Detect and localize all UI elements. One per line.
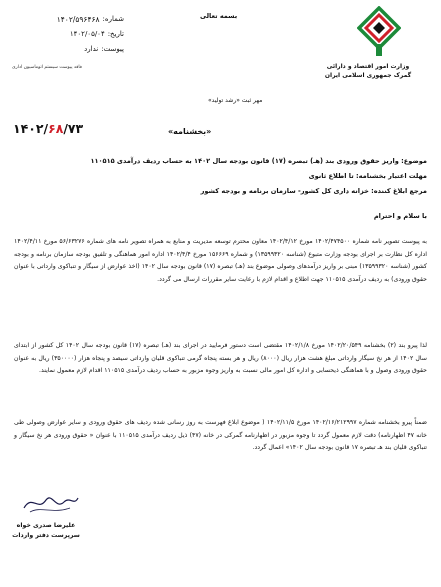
bismillah-heading: بسمه تعالی	[200, 12, 238, 20]
paragraph-3: ضمناً پیرو بخشنامه شماره ۱۴۰۲/۱۶/۲۱۲۹۹۷ مورخ ۱۴۰۲/۱۱/۵ ( موضوع ابلاغ فهرست به روز رسانی شده ردیف های حقوق ورودی و سایر عوارض وصولی طی خانه ۴۷ اظهارنامه) دقت لازم معمول گردد تا وجوه مزبور در اظهارنامه گمرکی در خانه (۴۷) ذیل ردیف درآمدی ۱۱۰۵۱۵ با عنوان « حقوق ورودی هر نخ سیگار و تنباکوی قلیان بند هـ تبصره ۱۷ قانون بودجه سال ۱۴۰۲» اعمال گردد.	[14, 419, 428, 452]
circular-code	[13, 121, 83, 136]
code-prefix: ۱۴۰۲/	[13, 121, 49, 136]
org-customs: گمرک جمهوری اسلامی ایران	[324, 72, 412, 79]
letter-number-label: شماره:	[102, 15, 124, 23]
issuer-line: مرجع ابلاغ کننده: خزانه داری کل کشور- سازمان برنامه و بودجه کشور	[200, 187, 427, 195]
code-suffix: /۷۳	[63, 121, 84, 136]
signature-scribble	[20, 490, 80, 516]
code-red-part: ۶۸	[48, 121, 64, 136]
letter-number-value: ۱۴۰۲/۵۹۶۴۶۸	[56, 15, 100, 24]
validity-line: مهلت اعتبار بخشنامه: تا اطلاع ثانوی	[308, 172, 427, 180]
letter-attachment-row	[12, 42, 124, 57]
letter-number-row	[12, 12, 124, 27]
letter-date-row	[12, 27, 124, 42]
signatory	[6, 521, 86, 541]
paragraph-2: لذا پیرو بند (۲) بخشنامه ۱۴۰۲/۲۰/۵۴۹ مورخ ۱۴۰۲/۱/۸ مقتضی است دستور فرمایید در اجرای بند (هـ) تبصره (۱۷) قانون بودجه سال ۱۴۰۲ کل کشور از ابتدای سال ۱۴۰۲ از هر نخ سیگار وارداتی مبلغ هشت هزار ریال (۸۰۰۰) ریال و هر بسته پنجاه گرمی تنباکوی قلیان وارداتی سیصد و پنجاه هزار (۳۵۰۰۰۰) ریال به عنوان حقوق ورودی وصول و با هماهنگی ذیحسابی و اداره کل امور مالی نسبت به واریز وجوه مزبور به حساب ردیف درآمدی ۱۱۰۵۱۵ اقدام لازم معمول نمایند.	[14, 342, 427, 375]
salutation: با سلام و احترام	[373, 212, 427, 220]
document-title: «بخشنامه»	[168, 127, 212, 136]
paragraph-1: به پیوست تصویر نامه شماره ۱۴۰۲/۴۷۴۵۰۰ مورخ ۱۴۰۲/۴/۱۲ معاون محترم توسعه مدیریت و منابع به همراه تصویر نامه های شماره ۵۶/۶۳۲۷۶ مورخ ۱۴۰۲/۴/۱۱ اداره کل نظارت بر اجرای بودجه وزارت متبوع (شناسه ۱۳۵۹۹۳۲۰) و شماره ۱۵۶۶۶۹ مورخ ۱۴۰۲/۴/۴ اداره امور هماهنگی و تلفیق بودجه سازمان برنامه و بودجه کشور (شناسه ۱۳۵۹۹۳۲۰) مبنی بر واریز درآمدهای وصولی موضوع بند (هـ) تبصره (۱۷) قانون بودجه سال ۱۴۰۲ (اخذ عوارض از سیگار و تنباکوی وارداتی با عنوان حقوق ورودی) به ردیف درآمدی ۱۱۰۵۱۵ جهت اطلاع و اقدام لازم با رعایت سایر مقررات ارسال می گردد.	[14, 238, 428, 283]
letter-meta	[12, 12, 124, 70]
letter-attachment-label: پیوست:	[101, 45, 124, 53]
org-ministry: وزارت امور اقتصاد و دارائی	[326, 63, 410, 70]
letter-date-value: ۱۴۰۲/۰۵/۰۴	[69, 30, 105, 38]
letter-attachment-value: ندارد	[84, 45, 99, 53]
letter-date-label: تاریخ:	[107, 30, 124, 38]
organization-names	[313, 62, 423, 80]
subject-line: موضوع: واریز حقوق ورودی بند (هـ) تبصره (۱۷) قانون بودجه سال ۱۴۰۲ به حساب ردیف درآمدی ۱۱۰۵۱۵	[90, 157, 427, 165]
stamp-text: مهر ثبت «رشد تولید»	[208, 97, 263, 104]
signatory-name: علیرضا صدری خواه	[16, 522, 76, 529]
customs-logo	[357, 6, 401, 60]
system-note: فاقد پیوست سیستم اتوماسیون اداری	[12, 65, 82, 70]
signatory-title: سرپرست دفتر واردات	[12, 532, 80, 539]
